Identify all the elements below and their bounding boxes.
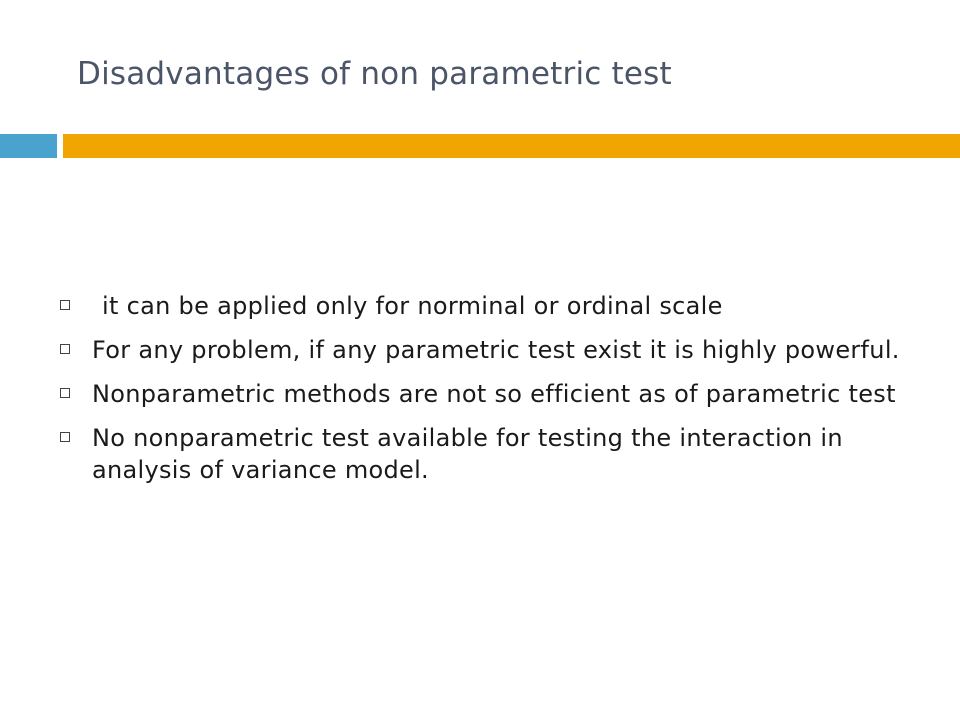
bullet-item — [60, 334, 920, 366]
square-bullet-icon — [60, 344, 70, 354]
bullet-text: No nonparametric test available for testing the interaction in analysis of variance model. — [92, 424, 843, 484]
slide-title: Disadvantages of non parametric test — [77, 56, 672, 92]
accent-bar-left — [0, 134, 57, 158]
bullet-text: it can be applied only for norminal or ordinal scale — [102, 292, 723, 320]
square-bullet-icon — [60, 432, 70, 442]
bullet-item — [60, 422, 920, 486]
bullet-text: Nonparametric methods are not so efficient as of parametric test — [92, 380, 896, 408]
bullet-list — [60, 290, 920, 498]
accent-bar-right — [63, 134, 960, 158]
square-bullet-icon — [60, 300, 70, 310]
bullet-text: For any problem, if any parametric test exist it is highly powerful. — [92, 336, 900, 364]
square-bullet-icon — [60, 388, 70, 398]
bullet-item — [60, 290, 920, 322]
bullet-item — [60, 378, 920, 410]
